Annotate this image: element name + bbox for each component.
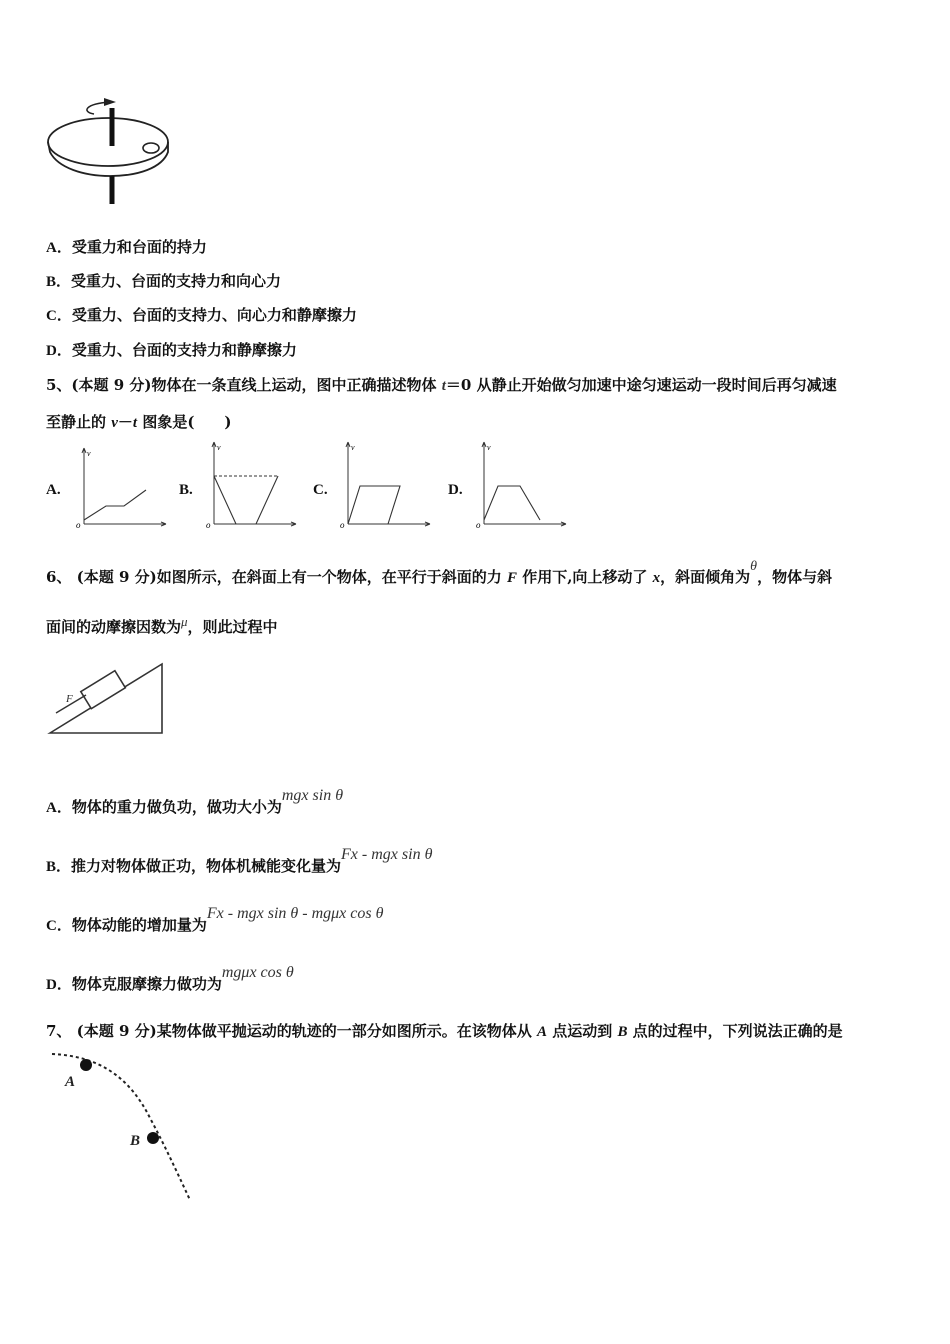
origin-label: o	[340, 520, 345, 530]
point-a-label: A	[65, 1074, 76, 1090]
graph-c-letter: C.	[313, 482, 328, 498]
option-letter: C．	[46, 918, 72, 934]
axis-v-label: v	[87, 449, 91, 458]
var-x: x	[652, 570, 661, 586]
mu-symbol: μ	[181, 614, 188, 629]
option-text: 推力对物体做正功，物体机械能变化量为	[71, 857, 342, 875]
q4-option-b	[46, 270, 281, 291]
incline-figure	[46, 660, 171, 742]
origin-label: o	[76, 520, 81, 530]
option-text: 物体动能的增加量为	[71, 916, 207, 934]
origin-label: o	[206, 520, 211, 530]
option-text: 物体的重力做负功，做功大小为	[71, 798, 282, 816]
var-t: t	[441, 378, 446, 394]
axis-v-label: v	[487, 443, 491, 452]
option-letter: A．	[46, 240, 72, 256]
var-t: t	[132, 415, 138, 431]
q5-text: 图象是( )	[137, 413, 232, 431]
q4-option-a	[46, 236, 207, 257]
q6-option-a	[46, 787, 344, 817]
origin-label: o	[476, 520, 481, 530]
formula: Fx - mgx sin θ	[341, 846, 433, 863]
option-letter: B．	[46, 859, 72, 875]
vt-graph-d	[474, 440, 574, 530]
point-b-label: B	[130, 1133, 141, 1149]
option-letter: B．	[46, 274, 72, 290]
option-text: 受重力、台面的支持力和向心力	[71, 272, 282, 290]
point-b-dot	[147, 1132, 159, 1144]
q4-option-c	[46, 304, 357, 325]
q6-text: ，物体与斜	[757, 568, 833, 586]
formula: mgμx cos θ	[221, 964, 294, 981]
var-A: A	[536, 1024, 547, 1040]
var-F: F	[506, 570, 517, 586]
option-text: 受重力、台面的支持力和静摩擦力	[71, 341, 297, 359]
q6-stem-line2	[46, 616, 278, 637]
q5-text: －	[117, 413, 133, 431]
formula: Fx - mgx sin θ - mgμx cos θ	[206, 905, 384, 922]
q7-text: 点的过程中，下列说法正确的是	[627, 1022, 843, 1040]
var-v: v	[111, 415, 118, 431]
q6-option-d	[46, 964, 294, 994]
q7-text: 点运动到	[546, 1022, 618, 1040]
q6-text: 面间的动摩擦因数为	[46, 618, 182, 636]
axis-v-label: v	[217, 443, 221, 452]
q5-text: 5、(本题 9 分)物体在一条直线上运动，图中正确描述物体	[46, 376, 442, 394]
point-a-dot	[80, 1059, 92, 1071]
var-B: B	[617, 1024, 628, 1040]
q6-option-c	[46, 905, 384, 935]
axis-v-label: v	[351, 443, 355, 452]
option-text: 物体克服摩擦力做功为	[71, 975, 222, 993]
graph-b-letter: B.	[179, 482, 193, 498]
option-letter: D．	[46, 343, 72, 359]
theta-symbol: θ	[750, 559, 758, 574]
q5-stem-line2	[46, 411, 232, 432]
turntable-figure	[44, 96, 174, 211]
vt-graph-c	[338, 440, 438, 530]
option-text: 受重力和台面的持力	[71, 238, 207, 256]
q6-option-b	[46, 846, 433, 876]
option-letter: A．	[46, 800, 72, 816]
graph-a-letter: A.	[46, 482, 61, 498]
force-label: F	[66, 693, 73, 705]
q5-text: 从静止开始做匀加速中途匀速运动一段时间后再匀减速	[471, 376, 837, 394]
q7-stem-line1	[46, 1020, 843, 1041]
q5-text: ＝0	[445, 376, 472, 394]
option-text: 受重力、台面的支持力、向心力和静摩擦力	[71, 306, 357, 324]
q5-stem-line1	[46, 374, 837, 395]
q6-text: ，则此过程中	[187, 618, 278, 636]
q6-text: 作用下,向上移动了	[516, 568, 653, 586]
q6-text: 6、 (本题 9 分)如图所示，在斜面上有一个物体，在平行于斜面的力	[46, 568, 507, 586]
vt-graph-a	[74, 440, 174, 530]
q4-option-d	[46, 339, 297, 360]
vt-graph-b	[204, 440, 304, 530]
option-letter: C．	[46, 308, 72, 324]
formula: mgx sin θ	[281, 787, 344, 804]
trajectory-figure	[50, 1048, 210, 1208]
q6-text: ，斜面倾角为	[660, 568, 751, 586]
q7-text: 7、 (本题 9 分)某物体做平抛运动的轨迹的一部分如图所示。在该物体从	[46, 1022, 537, 1040]
option-letter: D．	[46, 977, 72, 993]
q5-text: 至静止的	[46, 413, 112, 431]
graph-d-letter: D.	[448, 482, 463, 498]
q6-stem-line1	[46, 559, 833, 587]
